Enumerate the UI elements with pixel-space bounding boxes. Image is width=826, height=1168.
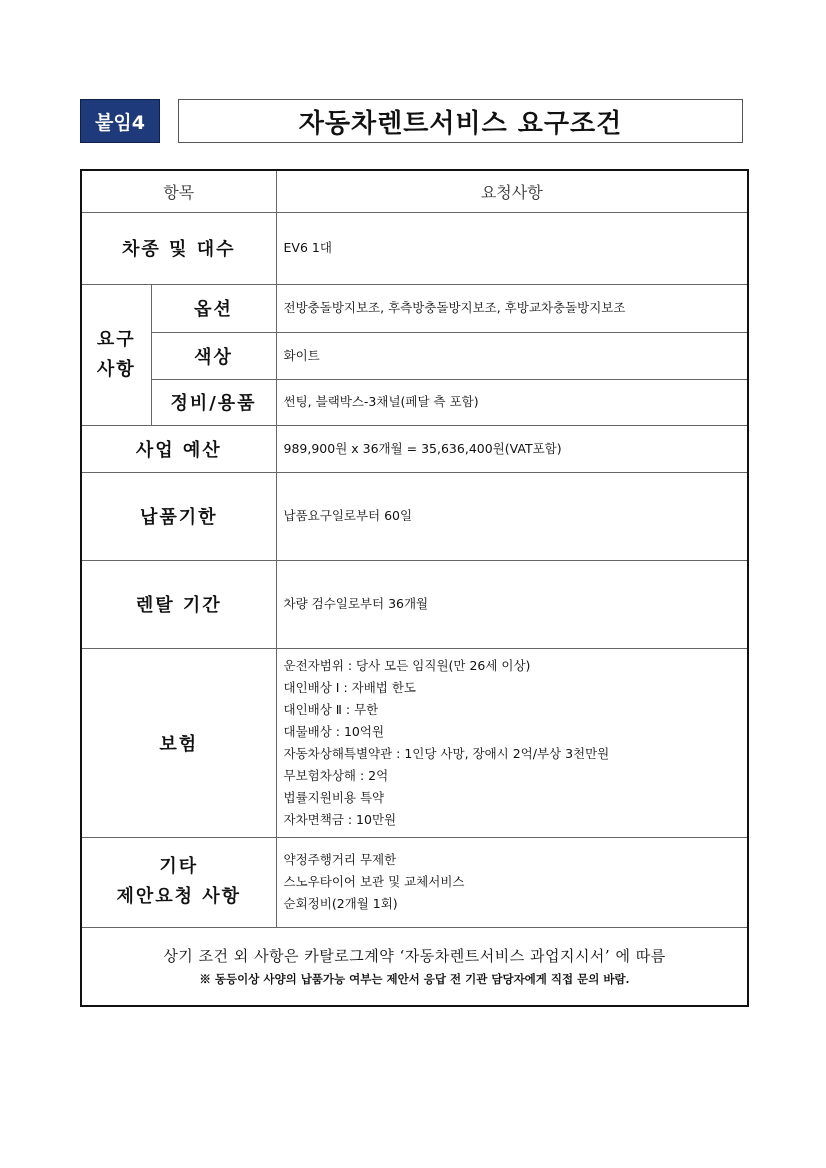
options-label: 옵션 (151, 284, 276, 332)
insurance-line: 무보험차상해 : 2억 (283, 767, 389, 783)
insurance-line: 법률지원비용 특약 (283, 789, 385, 805)
color-label: 색상 (151, 332, 276, 379)
requirements-group-label (81, 284, 151, 425)
insurance-value (276, 648, 748, 837)
other-line: 스노우타이어 보관 및 교체서비스 (283, 874, 465, 889)
maintenance-value: 썬팅, 블랙박스-3채널(페달 측 포함) (276, 379, 748, 425)
column-header-item: 항목 (81, 170, 276, 212)
insurance-line: 자차면책금 : 10만원 (283, 811, 397, 827)
requirements-group-line1: 요구 (96, 328, 136, 350)
delivery-label: 납품기한 (81, 472, 276, 560)
other-value (276, 837, 748, 927)
other-label-line2: 제안요청 사항 (116, 886, 242, 907)
footer-note (81, 927, 748, 1006)
table-row (81, 379, 748, 425)
column-header-request: 요청사항 (276, 170, 748, 212)
table-row (81, 332, 748, 379)
document-title: 자동차렌트서비스 요구조건 (178, 99, 743, 143)
table-row (81, 560, 748, 648)
color-value: 화이트 (276, 332, 748, 379)
other-line: 순회정비(2개월 1회) (283, 896, 398, 911)
table-row (81, 425, 748, 472)
other-label-line1: 기타 (159, 856, 199, 877)
insurance-line: 대인배상 Ⅱ : 무한 (283, 701, 379, 717)
rental-value: 차량 검수일로부터 36개월 (276, 560, 748, 648)
budget-label: 사업 예산 (81, 425, 276, 472)
budget-value: 989,900원 x 36개월 = 35,636,400원(VAT포함) (276, 425, 748, 472)
table-row (81, 837, 748, 927)
insurance-line: 자동차상해특별약관 : 1인당 사망, 장애시 2억/부상 3천만원 (283, 745, 610, 761)
options-value: 전방충돌방지보조, 후측방충돌방지보조, 후방교차충돌방지보조 (276, 284, 748, 332)
footer-line2: ※ 동등이상 사양의 납품가능 여부는 제안서 응답 전 기관 담당자에게 직접 문의 바람. (199, 972, 630, 987)
insurance-line: 대물배상 : 10억원 (283, 723, 385, 739)
delivery-value: 납품요구일로부터 60일 (276, 472, 748, 560)
table-header-row (81, 170, 748, 212)
requirements-table (80, 169, 749, 1007)
attachment-badge: 붙임4 (80, 99, 160, 143)
vehicle-label: 차종 및 대수 (81, 212, 276, 284)
table-row (81, 212, 748, 284)
other-line: 약정주행거리 무제한 (283, 852, 397, 867)
insurance-line: 운전자범위 : 당사 모든 임직원(만 26세 이상) (283, 657, 531, 673)
other-label (81, 837, 276, 927)
rental-label: 렌탈 기간 (81, 560, 276, 648)
vehicle-value: EV6 1대 (276, 212, 748, 284)
table-row (81, 648, 748, 837)
requirements-group-line2: 사항 (96, 358, 136, 380)
table-row (81, 284, 748, 332)
maintenance-label: 정비/용품 (151, 379, 276, 425)
insurance-line: 대인배상 Ⅰ : 자배법 한도 (283, 679, 416, 695)
insurance-label: 보험 (81, 648, 276, 837)
footer-row (81, 927, 748, 1006)
footer-line1: 상기 조건 외 사항은 카탈로그계약 ‘자동차렌트서비스 과업지시서’ 에 따름 (163, 947, 666, 966)
table-row (81, 472, 748, 560)
